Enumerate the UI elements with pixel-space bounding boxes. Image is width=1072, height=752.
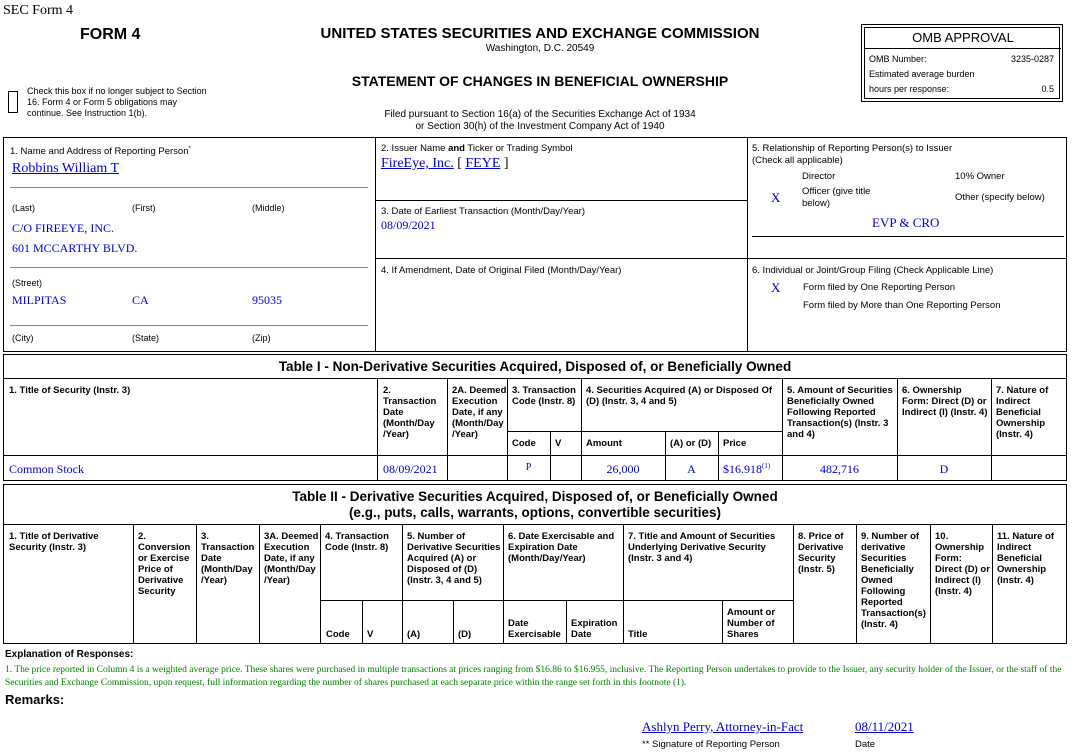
t1-col-title: 1. Title of Security (Instr. 3) (9, 385, 131, 396)
t1-price-footnote: (1) (762, 462, 771, 470)
first-label: (First) (132, 203, 156, 213)
issuer-name-link[interactable]: FireEye, Inc. (381, 156, 454, 171)
address-line1: C/O FIREEYE, INC. (12, 221, 114, 235)
issuer-line: FireEye, Inc. [ FEYE ] (381, 156, 509, 171)
box1-label: 1. Name and Address of Reporting Person* (10, 146, 191, 158)
street-label: (Street) (12, 278, 43, 288)
officer-title: EVP & CRO (872, 215, 940, 230)
t1-col-form: 6. Ownership Form: Direct (D) or Indirect (I) (Instr. 4) (902, 385, 988, 418)
ticker-link[interactable]: FEYE (465, 156, 501, 171)
filed-pursuant-line1: Filed pursuant to Section 16(a) of the Securities Exchange Act of 1934 (384, 109, 696, 120)
omb-hours-value: 0.5 (1041, 84, 1054, 94)
t1-sub-amount: Amount (586, 438, 622, 449)
omb-burden-label: Estimated average burden (869, 69, 975, 79)
other-option: Other (specify below) (955, 192, 1045, 203)
city-label: (City) (12, 333, 34, 343)
officer-check-mark: X (771, 190, 781, 205)
t2-sub-a: (A) (407, 629, 421, 640)
t2-sub-v: V (367, 629, 374, 640)
t2-col-underlying: 7. Title and Amount of Securities Underlying Derivative Security (Instr. 3 and 4) (628, 531, 776, 564)
reporting-person-section (3, 137, 1067, 352)
table2-title: Table II - Derivative Securities Acquired, Disposed of, or Beneficially Owned (e.g., puts, calls, warrants, options, convertible securities) (292, 489, 778, 520)
omb-approval-title: OMB APPROVAL (912, 30, 1014, 45)
t1-sub-a-or-d: (A) or (D) (670, 438, 712, 449)
explanation-label: Explanation of Responses: (5, 649, 134, 660)
state-value: CA (132, 293, 149, 307)
address-line2: 601 MCCARTHY BLVD. (12, 241, 138, 255)
box2-label: 2. Issuer Name and Ticker or Trading Symbol (381, 143, 573, 154)
filed-pursuant-line2: or Section 30(h) of the Investment Company Act of 1940 (415, 121, 665, 132)
t2-col-form: 10. Ownership Form: Direct (D) or Indirect (I) (Instr. 4) (935, 531, 990, 597)
t2-col-exercisable: 6. Date Exercisable and Expiration Date (Month/Day/Year) (508, 531, 615, 564)
t2-col-number: 5. Number of Derivative Securities Acquired (A) or Disposed of (D) (Instr. 3, 4 and 5) (407, 531, 501, 586)
t2-sub-amount-shares: Amount or Number of Shares (727, 607, 776, 640)
statement-title: STATEMENT OF CHANGES IN BENEFICIAL OWNERSHIP (351, 73, 729, 89)
t1-col-owned: 5. Amount of Securities Beneficially Owned Following Reported Transaction(s) (Instr. 3 and 4) (787, 385, 893, 440)
t2-sub-d: (D) (458, 629, 472, 640)
director-option: Director (802, 171, 836, 182)
filing-check-mark: X (771, 280, 781, 295)
t2-col-title: 1. Title of Derivative Security (Instr. 3) (9, 531, 99, 553)
t2-sub-expiration: Expiration Date (571, 618, 618, 640)
box4-label: 4. If Amendment, Date of Original Filed (Month/Day/Year) (381, 265, 622, 276)
t1-row-price: $16.918$^{(1)}$ (723, 462, 771, 476)
earliest-transaction-date: 08/09/2021 (381, 218, 436, 232)
commission-location: Washington, D.C. 20549 (485, 43, 595, 54)
signature-label: ** Signature of Reporting Person (642, 739, 780, 750)
filing-option-one: Form filed by One Reporting Person (803, 282, 956, 293)
middle-label: (Middle) (252, 203, 285, 213)
t1-sub-code: Code (512, 438, 536, 449)
reporting-person-name-link[interactable]: Robbins William T (12, 161, 120, 176)
t1-col-deemed: 2A. Deemed Execution Date, if any (Month/Day /Year) (452, 385, 507, 440)
box6-label: 6. Individual or Joint/Group Filing (Check Applicable Line) (752, 265, 994, 276)
box3-label: 3. Date of Earliest Transaction (Month/Day/Year) (381, 206, 585, 217)
t1-col-nature: 7. Nature of Indirect Beneficial Ownership (Instr. 4) (996, 385, 1049, 440)
signature-date: 08/11/2021 (855, 719, 914, 734)
box5-label: 5. Relationship of Reporting Person(s) to Issuer (Check all applicable) (752, 143, 953, 166)
t1-col-date: 2. Transaction Date (Month/Day /Year) (383, 385, 437, 440)
remarks-label: Remarks: (5, 692, 65, 707)
t2-col-owned: 9. Number of derivative Securities Beneficially Owned Following Reported Transaction(s) (Instr. 4) (861, 531, 926, 630)
last-label: (Last) (12, 203, 36, 213)
ten-pct-owner-option: 10% Owner (955, 171, 1005, 182)
table1-title: Table I - Non-Derivative Securities Acquired, Disposed of, or Beneficially Owned (278, 359, 792, 374)
t1-col-code: 3. Transaction Code (Instr. 8) (512, 385, 576, 407)
t2-col-nature: 11. Nature of Indirect Beneficial Ownership (Instr. 4) (997, 531, 1055, 586)
date-label: Date (855, 739, 876, 750)
t1-row-code: P (525, 462, 532, 473)
t1-col-securities: 4. Securities Acquired (A) or Disposed Of (D) (Instr. 3, 4 and 5) (586, 385, 772, 407)
t2-col-deemed: 3A. Deemed Execution Date, if any (Month/Day /Year) (264, 531, 319, 586)
t1-row-a-or-d: A (687, 462, 696, 476)
section16-checkbox[interactable] (8, 91, 18, 113)
signature-name-link[interactable]: Ashlyn Perry, Attorney-in-Fact (642, 719, 804, 734)
state-label: (State) (132, 333, 160, 343)
city-value: MILPITAS (12, 293, 67, 307)
omb-approval-box (861, 24, 1063, 102)
t2-sub-date-exercisable: Date Exercisable (508, 618, 561, 640)
t2-col-conversion: 2. Conversion or Exercise Price of Derivative Security (138, 531, 191, 597)
t2-sub-code: Code (326, 629, 350, 640)
section16-checkbox-text: Check this box if no longer subject to Section 16. Form 4 or Form 5 obligations may continue. See Instruction 1(b). (27, 86, 207, 118)
t2-col-price: 8. Price of Derivative Security (Instr. 5) (798, 531, 844, 575)
omb-hours-label: hours per response: (869, 84, 950, 94)
commission-title: UNITED STATES SECURITIES AND EXCHANGE COMMISSION (320, 25, 760, 42)
zip-value: 95035 (252, 293, 282, 307)
omb-number-label: OMB Number: (869, 54, 927, 64)
t1-row-form: D (939, 462, 949, 476)
t1-row-title: Common Stock (9, 462, 85, 476)
t1-sub-v: V (555, 438, 562, 449)
zip-label: (Zip) (252, 333, 271, 343)
t2-col-code: 4. Transaction Code (Instr. 8) (325, 531, 389, 553)
t1-row-amount: 26,000 (606, 462, 640, 476)
t2-sub-title: Title (628, 629, 648, 640)
officer-option: Officer (give title below) (802, 186, 871, 209)
omb-number-value: 3235-0287 (1010, 54, 1054, 64)
t1-row-owned: 482,716 (820, 462, 859, 476)
t1-row-date: 08/09/2021 (383, 462, 438, 476)
t1-sub-price: Price (723, 438, 747, 449)
filing-option-more: Form filed by More than One Reporting Person (803, 300, 1001, 311)
form-title: FORM 4 (80, 26, 141, 43)
t2-col-date: 3. Transaction Date (Month/Day /Year) (201, 531, 255, 586)
footnote-1: 1. The price reported in Column 4 is a weighted average price. These shares were purchased in multiple transactions at prices ranging from $16.86 to $16.955, inclusive. The Reporting Person undertakes to provide to the Issuer, any security holder of the Issuer, or the staff of the Securities and Exchange Commission, upon request, full information regarding the number of shares purchased at each separate price within the range set forth in this footnote (1). (5, 665, 1062, 688)
sec-form-label: SEC Form 4 (3, 3, 74, 18)
